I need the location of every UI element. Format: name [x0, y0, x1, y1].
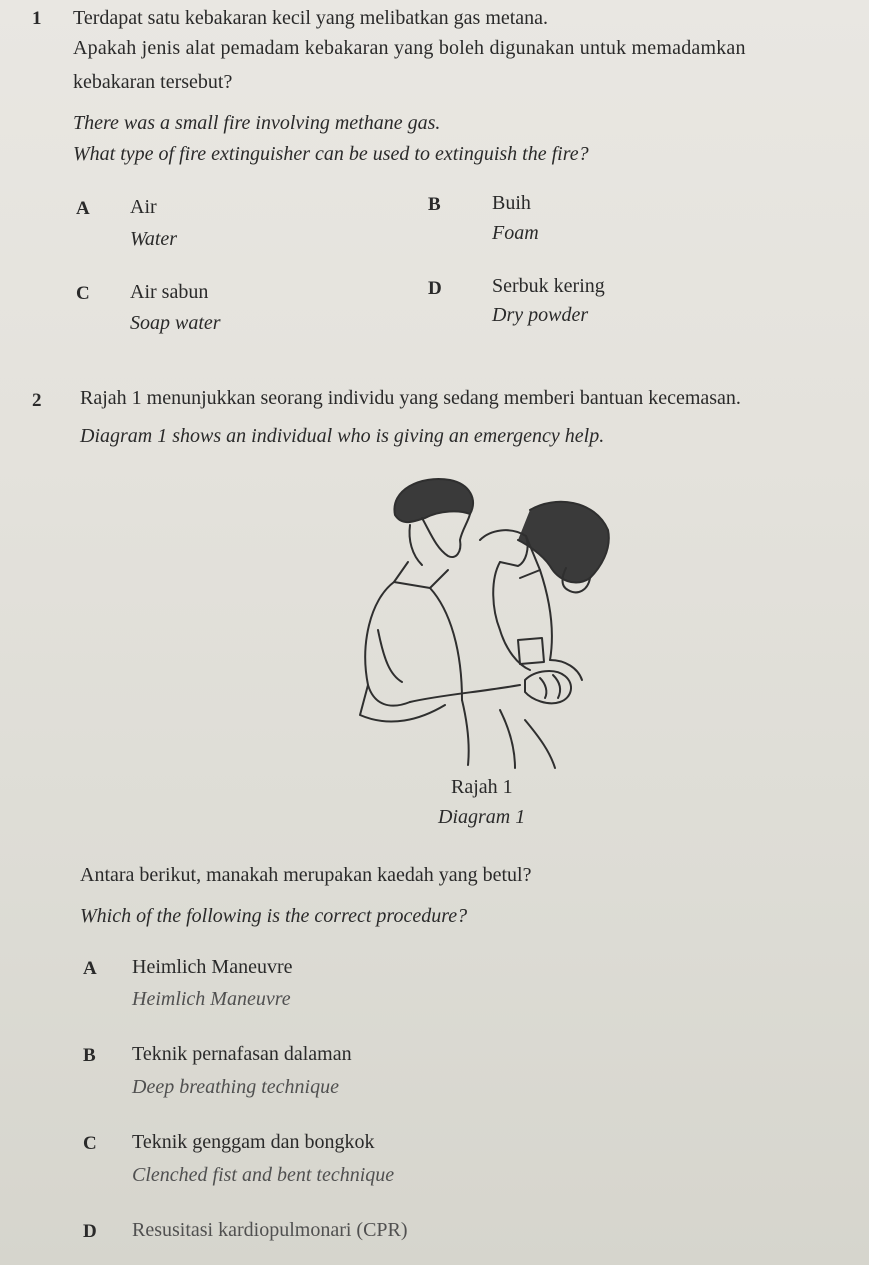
q2-option-d-letter[interactable]: D [83, 1221, 97, 1242]
q2-option-a-malay[interactable]: Heimlich Maneuvre [132, 956, 293, 978]
diagram-caption-malay: Rajah 1 [451, 776, 513, 798]
q1-option-b-letter[interactable]: B [428, 194, 441, 215]
q1-option-a-english[interactable]: Water [130, 228, 178, 250]
question-1-number: 1 [32, 8, 42, 29]
q1-option-b-malay[interactable]: Buih [492, 192, 531, 214]
question-2-prompt-malay: Antara berikut, manakah merupakan kaedah yang betul? [80, 864, 532, 886]
q1-option-c-letter[interactable]: C [76, 283, 90, 304]
question-1-english-line-1: There was a small fire involving methane gas. [73, 112, 441, 134]
question-2-intro-malay: Rajah 1 menunjukkan seorang individu yang sedang memberi bantuan kecemasan. [80, 387, 741, 409]
heimlich-maneuver-illustration [350, 470, 620, 770]
q1-option-a-malay[interactable]: Air [130, 196, 157, 218]
q2-option-c-letter[interactable]: C [83, 1133, 97, 1154]
q2-option-d-malay[interactable]: Resusitasi kardiopulmonari (CPR) [132, 1219, 408, 1241]
q2-option-b-english[interactable]: Deep breathing technique [132, 1076, 339, 1098]
q2-option-c-english[interactable]: Clenched fist and bent technique [132, 1164, 395, 1186]
q2-option-c-malay[interactable]: Teknik genggam dan bongkok [132, 1131, 375, 1153]
q1-option-c-english[interactable]: Soap water [130, 312, 221, 334]
question-1-line-3: kebakaran tersebut? [73, 71, 233, 93]
question-1-line-2: Apakah jenis alat pemadam kebakaran yang boleh digunakan untuk memadamkan [73, 37, 746, 59]
q1-option-d-letter[interactable]: D [428, 278, 442, 299]
q2-option-b-malay[interactable]: Teknik pernafasan dalaman [132, 1043, 352, 1065]
q1-option-c-malay[interactable]: Air sabun [130, 281, 209, 303]
question-1-line-1: Terdapat satu kebakaran kecil yang melibatkan gas metana. [73, 7, 549, 29]
q2-option-b-letter[interactable]: B [83, 1045, 96, 1066]
q1-option-d-malay[interactable]: Serbuk kering [492, 275, 605, 297]
question-2-number: 2 [32, 390, 42, 411]
question-2-prompt-english: Which of the following is the correct procedure? [80, 905, 468, 927]
q2-option-a-english[interactable]: Heimlich Maneuvre [132, 988, 291, 1010]
q1-option-a-letter[interactable]: A [76, 198, 90, 219]
q1-option-b-english[interactable]: Foam [492, 222, 539, 244]
q2-option-a-letter[interactable]: A [83, 958, 97, 979]
question-2-intro-english: Diagram 1 shows an individual who is giving an emergency help. [80, 425, 605, 447]
diagram-caption-english: Diagram 1 [438, 806, 526, 828]
question-1-english-line-2: What type of fire extinguisher can be used to extinguish the fire? [73, 143, 589, 165]
q1-option-d-english[interactable]: Dry powder [492, 304, 589, 326]
